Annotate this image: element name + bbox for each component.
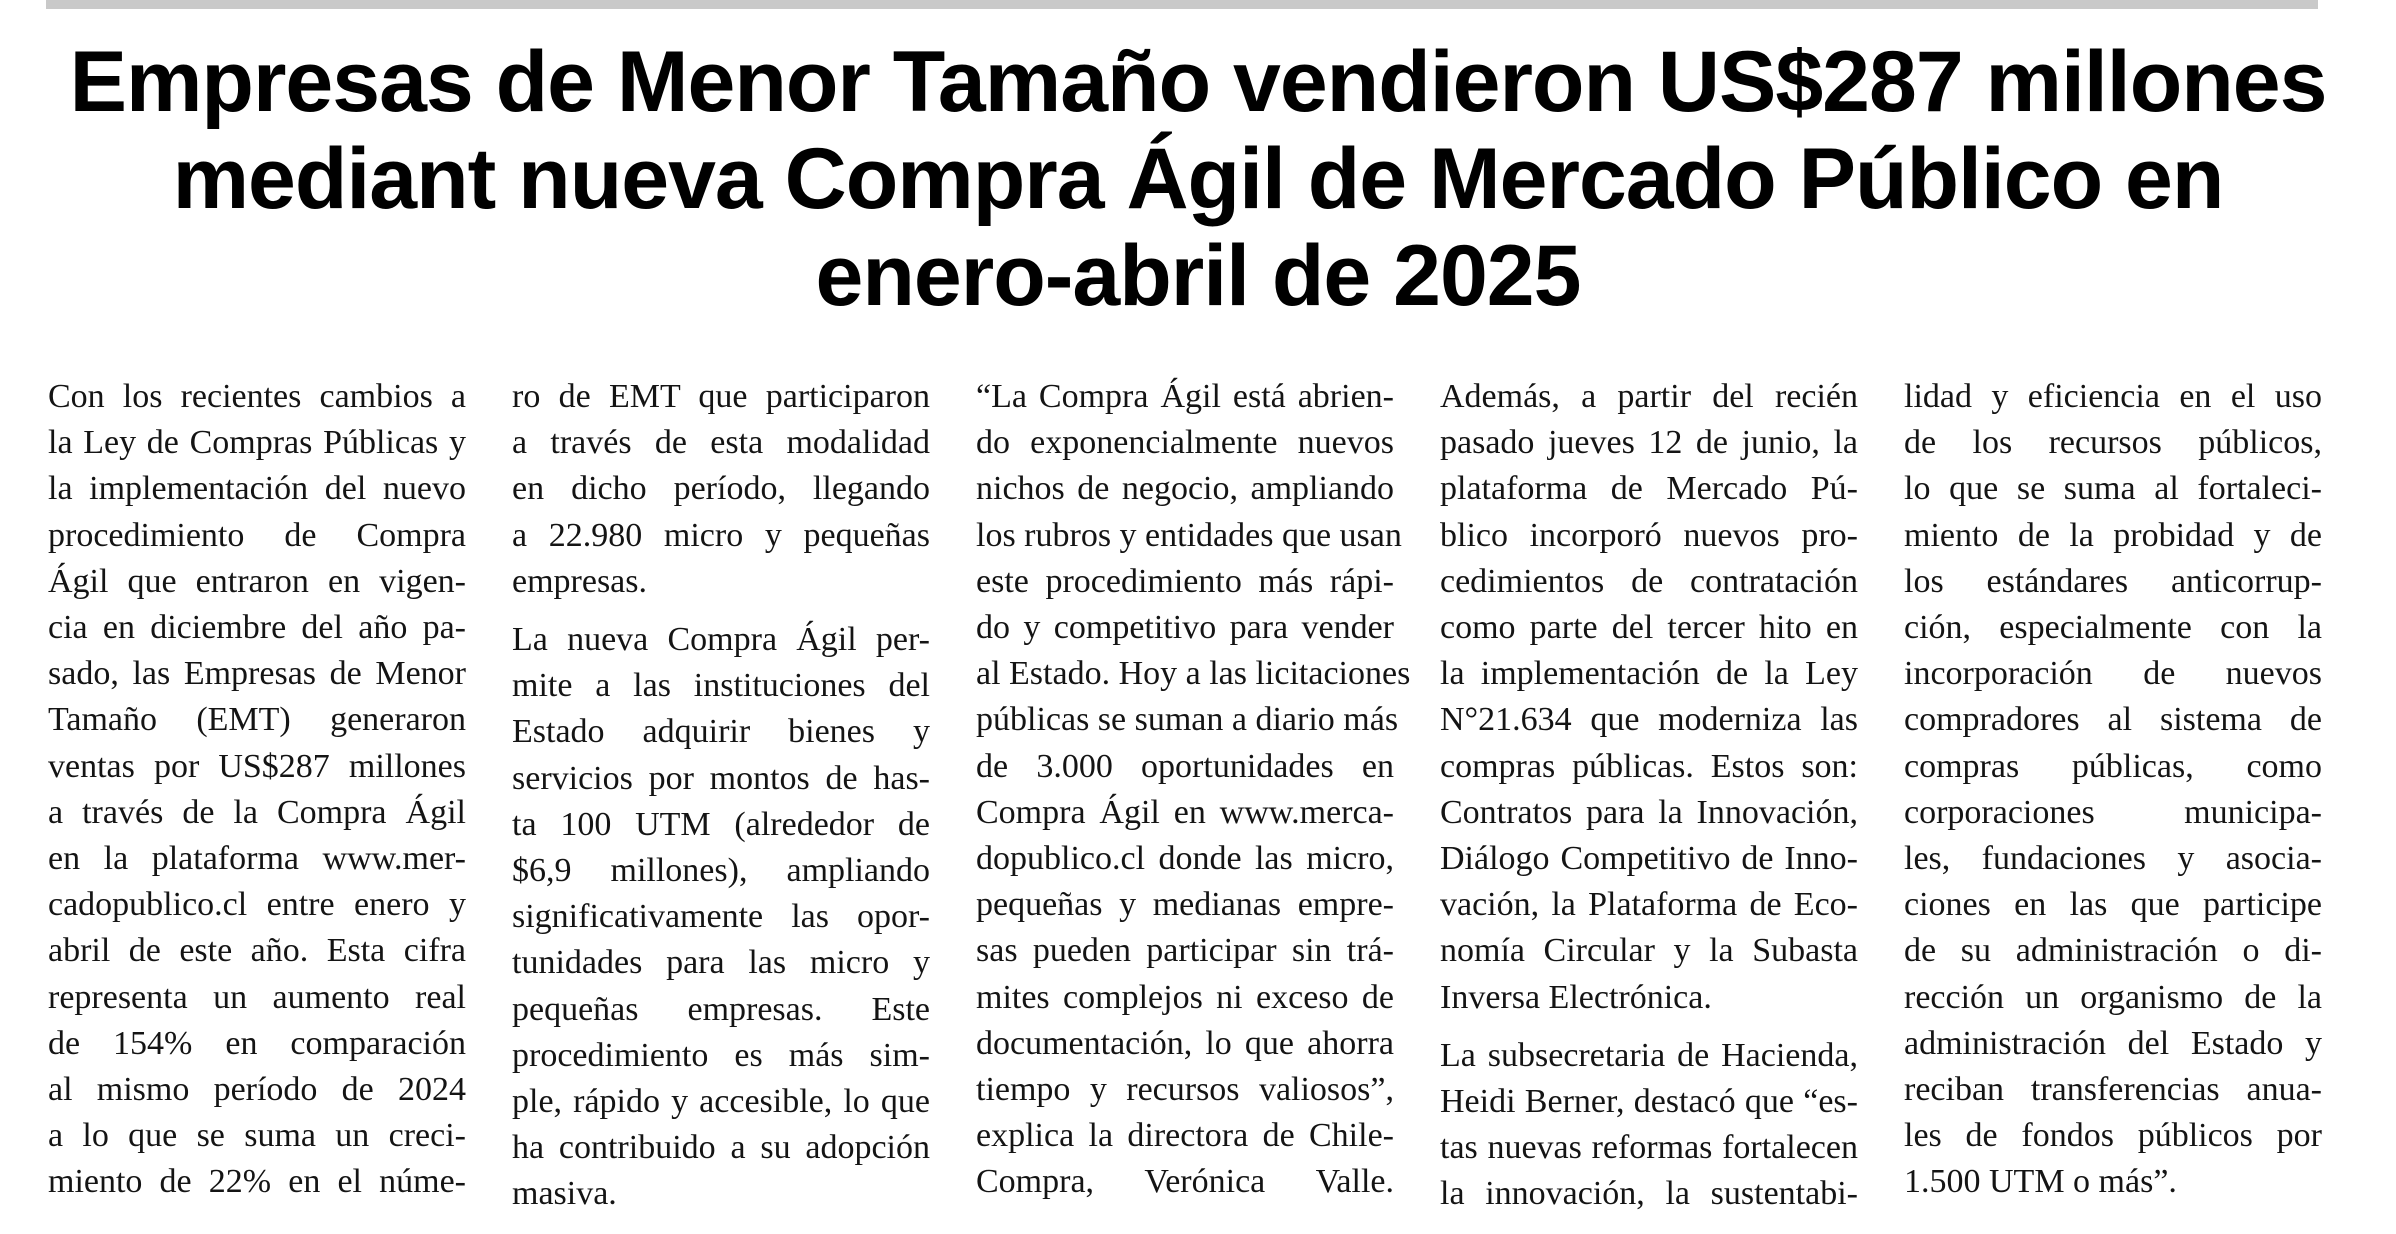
text-line: Heidi Berner, destacó que “es- xyxy=(1440,1083,1858,1121)
text-line: la innovación, la sustentabi- xyxy=(1440,1175,1858,1213)
text-line: incorporación de nuevos xyxy=(1904,655,2322,693)
text-line: de 3.000 oportunidades en xyxy=(976,747,1394,785)
text-line: ción, especialmente con la xyxy=(1904,609,2322,647)
text-line: compras públicas. Estos son: xyxy=(1440,747,1858,785)
article-paragraph xyxy=(512,617,930,1218)
text-line: Compra, Verónica Valle. xyxy=(976,1163,1394,1201)
headline xyxy=(30,34,2366,325)
text-line: Compra Ágil en www.merca- xyxy=(976,793,1394,831)
headline-line: enero-abril de 2025 xyxy=(815,228,1581,324)
text-line: lidad y eficiencia en el uso xyxy=(1904,378,2322,415)
text-line: en dicho período, llegando xyxy=(512,470,930,508)
text-line: pequeñas y medianas empre- xyxy=(976,886,1394,924)
text-line: de su administración o di- xyxy=(1904,932,2322,970)
article-column xyxy=(1904,374,2322,1224)
article-paragraph xyxy=(512,374,930,605)
text-line: blico incorporó nuevos pro- xyxy=(1440,516,1858,554)
text-line: cadopublico.cl entre enero y xyxy=(48,886,466,924)
headline-line: Empresas de Menor Tamaño vendieron US$287 millones xyxy=(69,34,2327,130)
text-line: los estándares anticorrup- xyxy=(1904,562,2322,600)
text-line: tas nuevas reformas fortalecen xyxy=(1440,1129,1858,1167)
text-line: como parte del tercer hito en xyxy=(1440,609,1858,647)
text-line: miento de 22% en el núme- xyxy=(48,1163,466,1201)
text-line: La subsecretaria de Hacienda, xyxy=(1440,1036,1858,1074)
text-line: a 22.980 micro y pequeñas xyxy=(512,516,930,554)
text-line: a través de esta modalidad xyxy=(512,424,930,462)
text-line: dopublico.cl donde las micro, xyxy=(976,840,1394,878)
text-line: procedimiento de Compra xyxy=(48,516,466,554)
text-line: les de fondos públicos por xyxy=(1904,1117,2322,1155)
text-line: Contratos para la Innovación, xyxy=(1440,793,1858,831)
text-line: pasado jueves 12 de junio, la xyxy=(1440,424,1858,462)
text-line: abril de este año. Esta cifra xyxy=(48,932,466,970)
text-line: procedimiento es más sim- xyxy=(512,1036,930,1074)
text-line: plataforma de Mercado Pú- xyxy=(1440,470,1858,508)
text-line: a través de la Compra Ágil xyxy=(48,793,466,831)
text-line: sado, las Empresas de Menor xyxy=(48,655,466,693)
article-column xyxy=(976,374,1411,1224)
text-line: a lo que se suma un creci- xyxy=(48,1117,466,1155)
text-line: nichos de negocio, ampliando xyxy=(976,470,1394,508)
text-line: pequeñas empresas. Este xyxy=(512,990,930,1028)
text-line: “La Compra Ágil está abrien- xyxy=(976,378,1394,415)
text-line: N°21.634 que moderniza las xyxy=(1440,701,1858,739)
text-line: La nueva Compra Ágil per- xyxy=(512,621,930,659)
text-line: lo que se suma al fortaleci- xyxy=(1904,470,2322,508)
text-line: compradores al sistema de xyxy=(1904,701,2322,739)
article-paragraph xyxy=(1440,374,1858,1021)
text-line: ventas por US$287 millones xyxy=(48,747,466,785)
text-line: mites complejos ni exceso de xyxy=(976,978,1394,1016)
article-paragraph xyxy=(48,374,466,1206)
text-line: ple, rápido y accesible, lo que xyxy=(512,1083,930,1121)
text-line: los rubros y entidades que usan xyxy=(976,516,1402,554)
text-line: masiva. xyxy=(512,1175,617,1213)
article-paragraph xyxy=(976,374,1411,1206)
text-line: públicas se suman a diario más xyxy=(976,701,1399,739)
text-line: la implementación del nuevo xyxy=(48,470,466,508)
text-line: servicios por montos de has- xyxy=(512,759,930,797)
text-line: Ágil que entraron en vigen- xyxy=(48,562,466,600)
text-line: miento de la probidad y de xyxy=(1904,516,2322,554)
text-line: nomía Circular y la Subasta xyxy=(1440,932,1858,970)
article-paragraph xyxy=(1904,374,2322,1206)
article-column xyxy=(48,374,466,1224)
text-line: Con los recientes cambios a xyxy=(48,378,466,415)
text-line: $6,9 millones), ampliando xyxy=(512,852,930,890)
headline-line: mediant nueva Compra Ágil de Mercado Público en xyxy=(172,131,2224,227)
text-line: cia en diciembre del año pa- xyxy=(48,609,466,647)
text-line: al mismo período de 2024 xyxy=(48,1071,466,1109)
article-body xyxy=(48,374,2324,1224)
text-line: do exponencialmente nuevos xyxy=(976,424,1394,462)
text-line: corporaciones municipa- xyxy=(1904,793,2322,831)
text-line: Además, a partir del recién xyxy=(1440,378,1858,415)
text-line: mite a las instituciones del xyxy=(512,667,930,705)
text-line: ciones en las que participe xyxy=(1904,886,2322,924)
text-line: la Ley de Compras Públicas y xyxy=(48,424,466,462)
text-line: al Estado. Hoy a las licitaciones xyxy=(976,655,1411,693)
text-line: empresas. xyxy=(512,562,648,600)
text-line: Tamaño (EMT) generaron xyxy=(48,701,466,739)
text-line: Inversa Electrónica. xyxy=(1440,978,1712,1016)
text-line: ha contribuido a su adopción xyxy=(512,1129,930,1167)
text-line: Estado adquirir bienes y xyxy=(512,713,930,751)
text-line: documentación, lo que ahorra xyxy=(976,1024,1394,1062)
text-line: de los recursos públicos, xyxy=(1904,424,2322,462)
text-line: en la plataforma www.mer- xyxy=(48,840,466,878)
text-line: de 154% en comparación xyxy=(48,1024,466,1062)
text-line: 1.500 UTM o más”. xyxy=(1904,1163,2177,1201)
article-paragraph xyxy=(1440,1033,1858,1218)
text-line: reciban transferencias anua- xyxy=(1904,1071,2322,1109)
text-line: sas pueden participar sin trá- xyxy=(976,932,1394,970)
text-line: tiempo y recursos valiosos”, xyxy=(976,1071,1394,1109)
text-line: compras públicas, como xyxy=(1904,747,2322,785)
text-line: este procedimiento más rápi- xyxy=(976,562,1394,600)
article-column xyxy=(512,374,930,1224)
text-line: vación, la Plataforma de Eco- xyxy=(1440,886,1858,924)
text-line: tunidades para las micro y xyxy=(512,944,930,982)
text-line: administración del Estado y xyxy=(1904,1024,2322,1062)
top-rule xyxy=(46,0,2318,9)
text-line: do y competitivo para vender xyxy=(976,609,1394,647)
text-line: cedimientos de contratación xyxy=(1440,562,1858,600)
text-line: rección un organismo de la xyxy=(1904,978,2322,1016)
text-line: Diálogo Competitivo de Inno- xyxy=(1440,840,1858,878)
text-line: significativamente las opor- xyxy=(512,898,930,936)
article-column xyxy=(1440,374,1858,1224)
text-line: representa un aumento real xyxy=(48,978,466,1016)
text-line: la implementación de la Ley xyxy=(1440,655,1858,693)
text-line: explica la directora de Chile- xyxy=(976,1117,1394,1155)
text-line: les, fundaciones y asocia- xyxy=(1904,840,2322,878)
text-line: ta 100 UTM (alrededor de xyxy=(512,805,930,843)
text-line: ro de EMT que participaron xyxy=(512,378,930,415)
